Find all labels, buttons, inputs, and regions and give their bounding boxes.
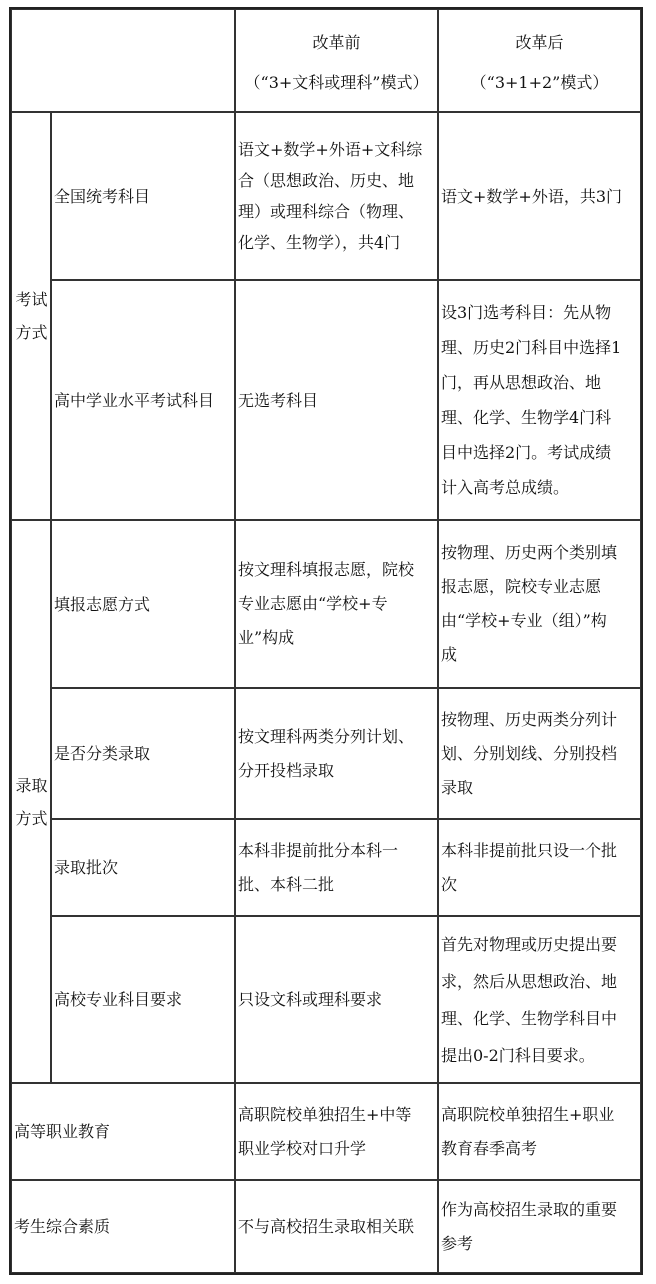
- row-before-proficiency-exam: 无选考科目: [235, 280, 438, 520]
- row-label-comprehensive-quality: 考生综合素质: [11, 1180, 235, 1273]
- row-before-major-requirements: 只设文科或理科要求: [235, 916, 438, 1083]
- group-admission-method-label: 录取 方式: [15, 775, 48, 828]
- header-empty-cell: [11, 9, 235, 112]
- row-before-category-admission: 按文理科两类分列计划、 分开投档录取: [235, 688, 438, 819]
- row-after-comprehensive-quality: 作为高校招生录取的重要 参考: [438, 1180, 641, 1273]
- group-exam-method: [11, 112, 51, 520]
- group-admission-method: [11, 520, 51, 1083]
- row-label-vocational-education: 高等职业教育: [11, 1083, 235, 1180]
- row-label-proficiency-exam: 高中学业水平考试科目: [51, 280, 235, 520]
- row-after-national-exam: 语文+数学+外语，共3门: [438, 112, 641, 280]
- group-exam-method-label: 考试 方式: [15, 290, 48, 342]
- row-after-major-requirements: 首先对物理或历史提出要 求，然后从思想政治、地 理、化学、生物学科目中 提出0-2门科目要求。: [438, 916, 641, 1083]
- row-label-application-method: 填报志愿方式: [51, 520, 235, 688]
- header-before-title: 改革前: [312, 32, 361, 52]
- header-after-cell: [438, 9, 641, 112]
- row-label-admission-batch: 录取批次: [51, 819, 235, 916]
- header-before-cell: [235, 9, 438, 112]
- row-before-national-exam: 语文+数学+外语+文科综 合（思想政治、历史、地 理）或理科综合（物理、 化学、生物学），共4门: [235, 112, 438, 280]
- row-label-major-requirements: 高校专业科目要求: [51, 916, 235, 1083]
- header-after-title: 改革后: [515, 32, 564, 52]
- header-before-subtitle: （“3+文科或理科”模式）: [244, 72, 429, 92]
- row-before-admission-batch: 本科非提前批分本科一 批、本科二批: [235, 819, 438, 916]
- row-before-comprehensive-quality: 不与高校招生录取相关联: [235, 1180, 438, 1273]
- row-after-proficiency-exam: 设3门选考科目：先从物 理、历史2门科目中选择1 门，再从思想政治、地 理、化学、生物学4门科 目中选择2门。考试成绩 计入高考总成绩。: [438, 280, 641, 520]
- row-before-application-method: 按文理科填报志愿，院校 专业志愿由“学校+专 业”构成: [235, 520, 438, 688]
- row-after-admission-batch: 本科非提前批只设一个批 次: [438, 819, 641, 916]
- row-after-category-admission: 按物理、历史两类分列计 划、分别划线、分别投档 录取: [438, 688, 641, 819]
- row-label-national-exam: 全国统考科目: [51, 112, 235, 280]
- row-label-category-admission: 是否分类录取: [51, 688, 235, 819]
- header-after-subtitle: （“3+1+2”模式）: [470, 72, 609, 92]
- row-after-vocational-education: 高职院校单独招生+职业 教育春季高考: [438, 1083, 641, 1180]
- row-after-application-method: 按物理、历史两个类别填 报志愿，院校专业志愿 由“学校+专业（组）”构 成: [438, 520, 641, 688]
- row-before-vocational-education: 高职院校单独招生+中等 职业学校对口升学: [235, 1083, 438, 1180]
